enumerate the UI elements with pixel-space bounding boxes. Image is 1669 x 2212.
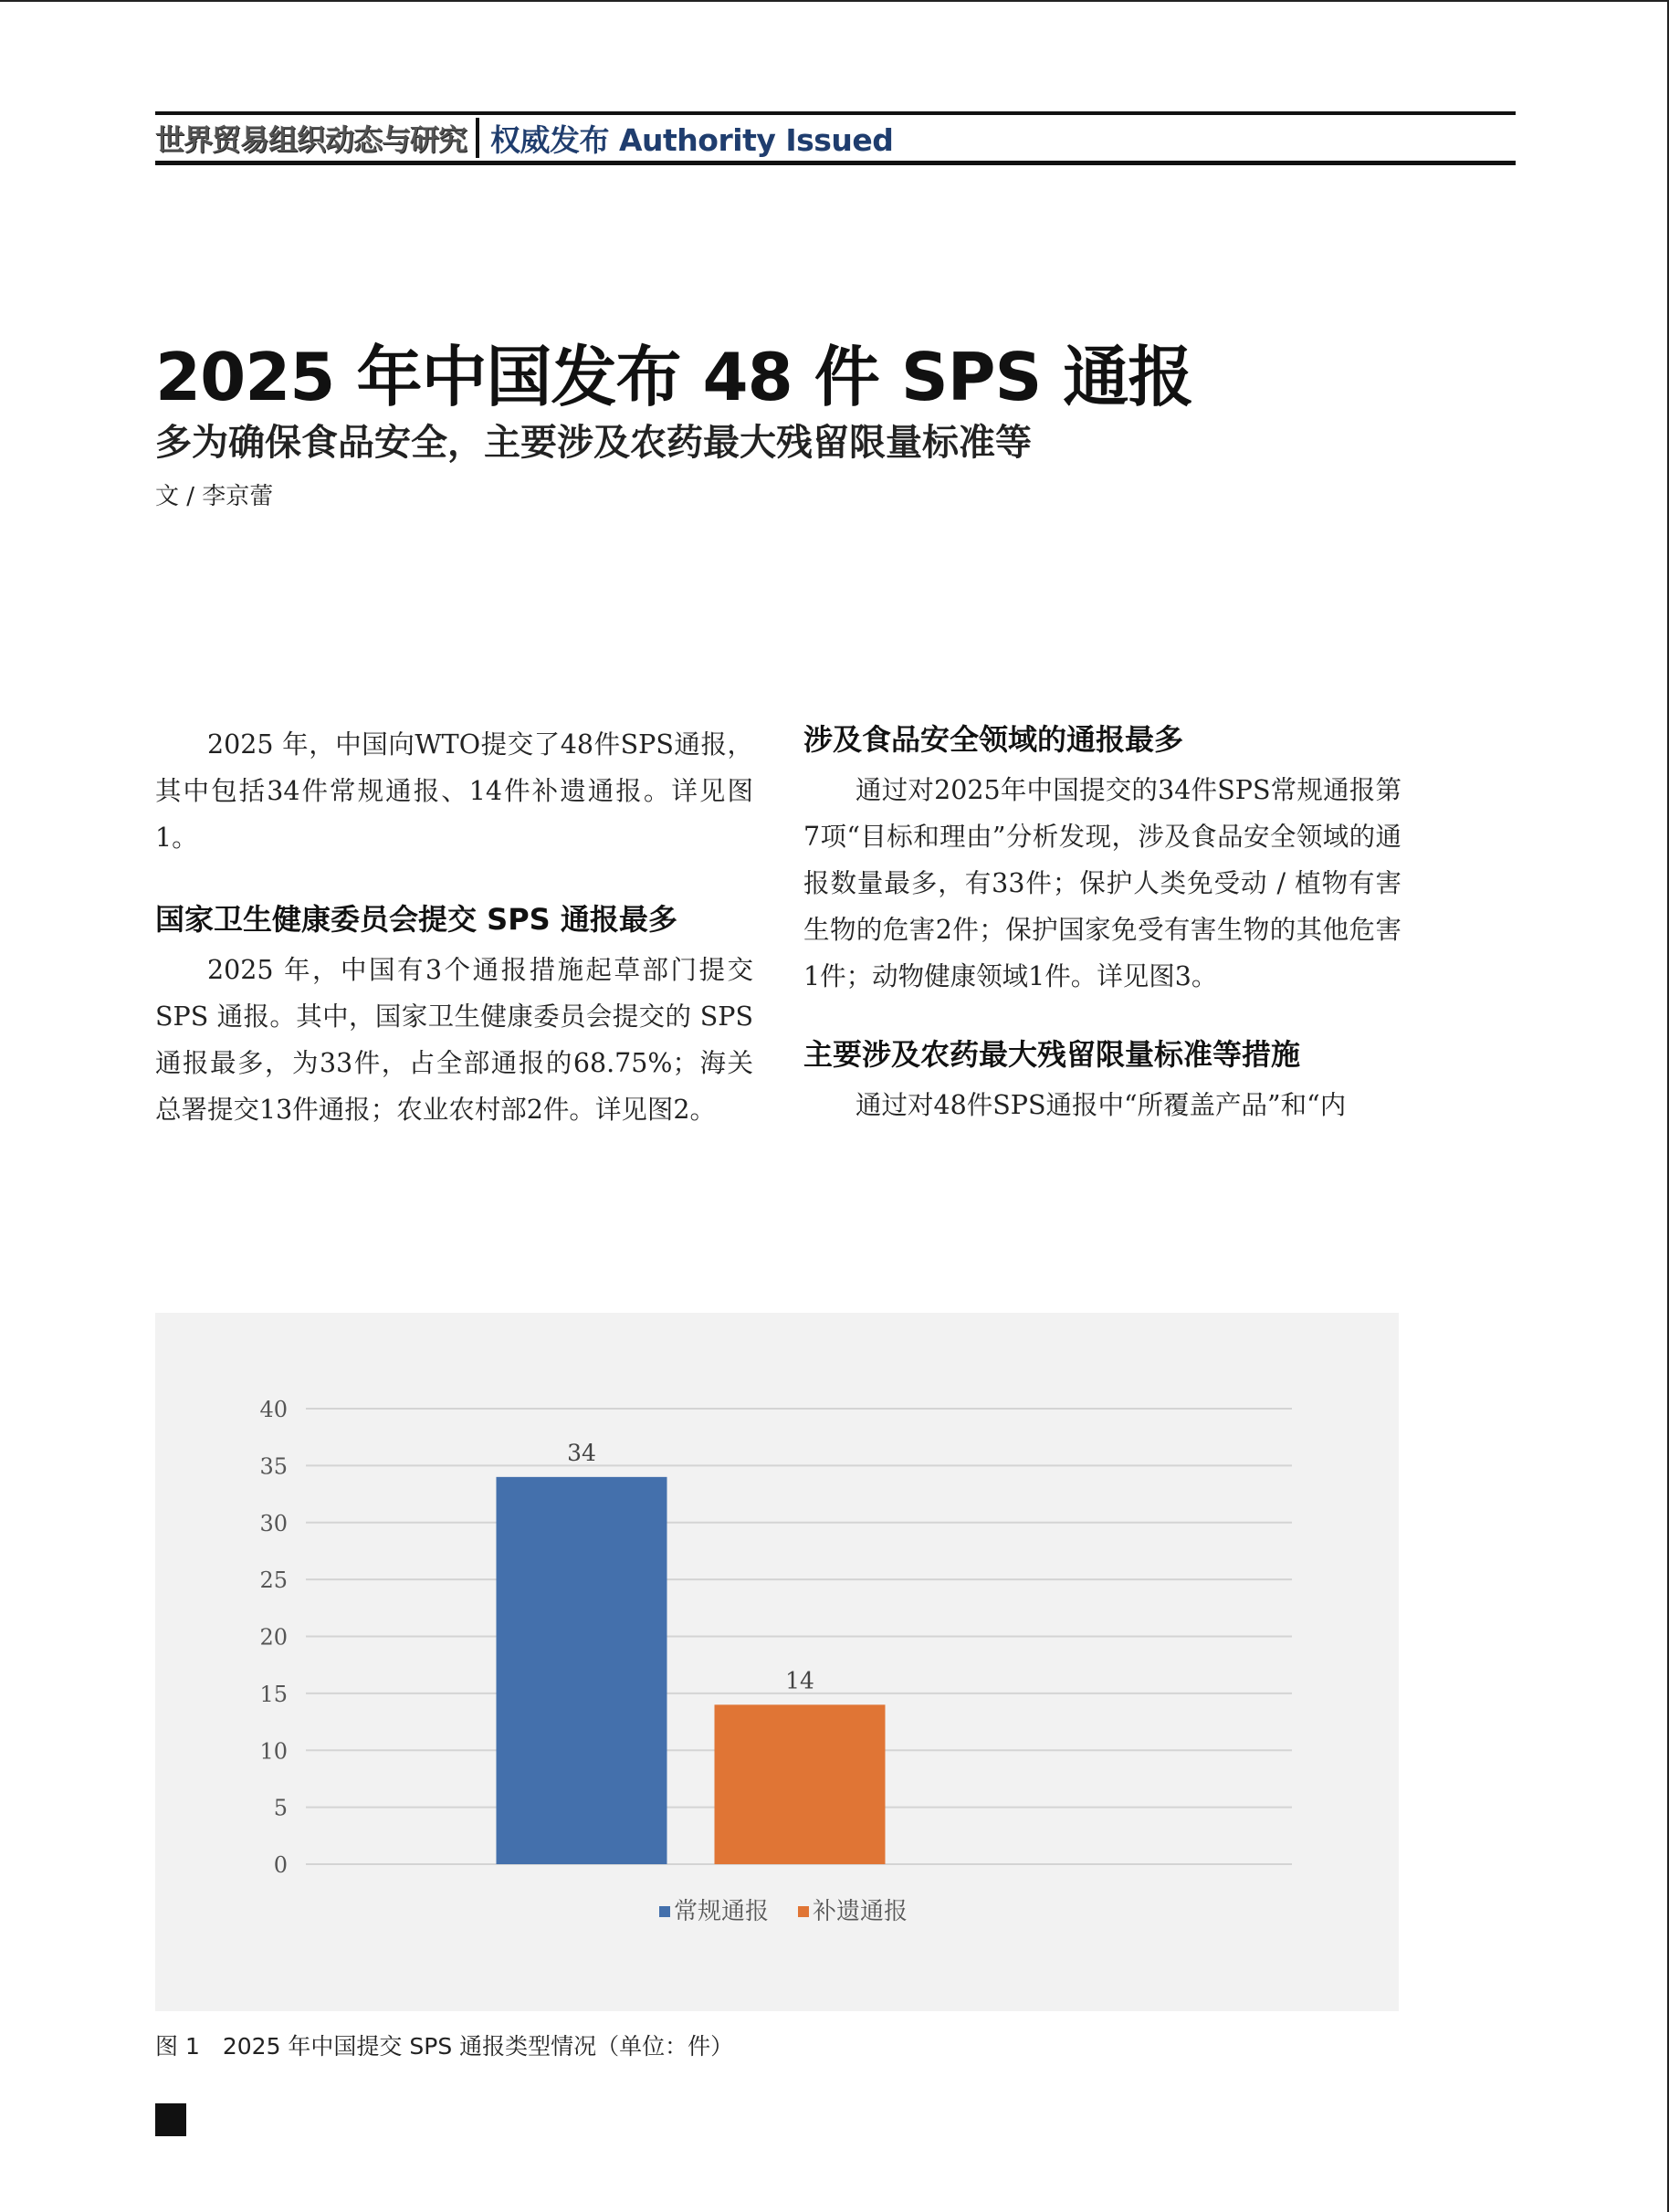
bar-chart-svg bbox=[155, 1313, 1399, 2011]
y-tick-label: 0 bbox=[273, 1852, 288, 1878]
article-title: 2025 年中国发布 48 件 SPS 通报 bbox=[155, 339, 1193, 415]
y-tick-label: 30 bbox=[259, 1510, 288, 1536]
y-tick-label: 25 bbox=[259, 1567, 288, 1594]
header-separator bbox=[476, 118, 479, 158]
legend-label: 常规通报 bbox=[674, 1898, 770, 1925]
article-author: 文 / 李京蕾 bbox=[155, 483, 274, 510]
right-column bbox=[803, 718, 1401, 1128]
y-tick-label: 10 bbox=[259, 1738, 288, 1765]
heading-food-safety: 涉及食品安全领域的通报最多 bbox=[803, 722, 1184, 757]
bar-补遗通报 bbox=[715, 1704, 886, 1864]
heading-pesticide-mrl: 主要涉及农药最大残留限量标准等措施 bbox=[803, 1037, 1301, 1072]
page-header bbox=[155, 117, 893, 159]
y-tick-label: 20 bbox=[259, 1624, 288, 1651]
y-tick-label: 40 bbox=[259, 1397, 288, 1422]
magazine-logo: 世界贸易组织动态与研究 bbox=[155, 122, 467, 157]
figure-1-chart bbox=[155, 1313, 1399, 2011]
paragraph-products: 通过对48件SPS通报中“所覆盖产品”和“内 bbox=[855, 1090, 1347, 1120]
y-tick-label: 5 bbox=[273, 1795, 288, 1821]
data-label: 14 bbox=[785, 1667, 814, 1694]
paragraph-departments: 2025 年，中国有3个通报措施起草部门提交 SPS 通报。其中，国家卫生健康委员会提交的 SPS 通报最多，为33件，占全部通报的68.75%；海关总署提交13件通报；农业农村部2件。详见图2。 bbox=[155, 955, 753, 1125]
heading-health-commission: 国家卫生健康委员会提交 SPS 通报最多 bbox=[155, 902, 677, 937]
header-top-rule bbox=[155, 111, 1516, 115]
legend-label: 补遗通报 bbox=[813, 1898, 908, 1925]
y-tick-label: 35 bbox=[259, 1453, 288, 1480]
paragraph-objectives: 通过对2025年中国提交的34件SPS常规通报第7项“目标和理由”分析发现，涉及食品安全领域的通报数量最多，有33件；保护人类免受动 / 植物有害生物的危害2件；保护国家免受有害生物的其他危害1件；动物健康领域1件。详见图3。 bbox=[803, 775, 1401, 991]
data-label: 34 bbox=[567, 1439, 596, 1466]
y-tick-label: 15 bbox=[259, 1681, 288, 1707]
bar-常规通报 bbox=[497, 1477, 667, 1864]
legend-swatch-常规通报 bbox=[659, 1906, 670, 1917]
left-column bbox=[155, 721, 753, 1133]
page-corner-mark bbox=[155, 2103, 186, 2136]
legend-swatch-补遗通报 bbox=[798, 1906, 809, 1917]
paragraph-intro: 2025 年，中国向WTO提交了48件SPS通报，其中包括34件常规通报、14件补遗通报。详见图1。 bbox=[155, 729, 753, 853]
figure-caption: 图 1 2025 年中国提交 SPS 通报类型情况（单位：件） bbox=[155, 2033, 734, 2060]
article-subtitle: 多为确保食品安全，主要涉及农药最大残留限量标准等 bbox=[155, 422, 1032, 464]
header-bottom-rule bbox=[155, 161, 1516, 165]
section-label: 权威发布 Authority Issued bbox=[490, 121, 894, 158]
